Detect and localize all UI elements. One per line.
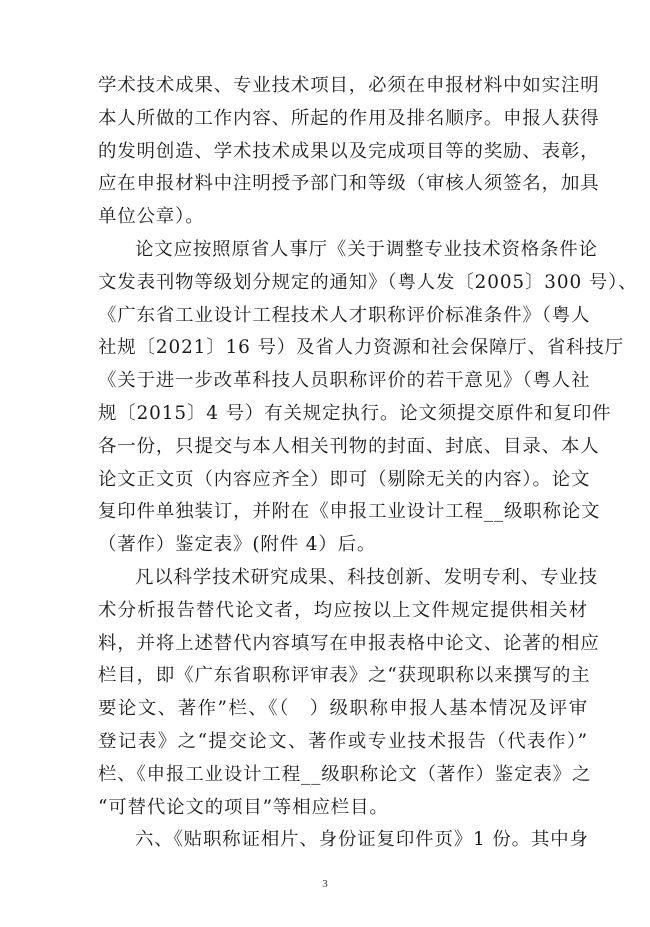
text-line: 本人所做的工作内容、所起的作用及排名顺序。申报人获得 <box>98 107 600 129</box>
text-line: 栏、《申报工业设计工程__级职称论文（著作）鉴定表》之 <box>98 763 592 785</box>
text-line: 学术技术成果、专业技术项目，必须在申报材料中如实注明 <box>98 75 600 96</box>
text-line: 《广东省工业设计工程技术人才职称评价标准条件》（粤人 <box>98 304 591 326</box>
text-line: 论文应按照原省人事厅《关于调整专业技术资格条件论 <box>135 238 598 260</box>
text-line: 六、《贴职称证相片、身份证复印件页》1 份。其中身 <box>135 829 589 851</box>
text-line: 要论文、著作”栏、《（ ）级职称申报人基本情况及评审 <box>98 698 588 720</box>
text-line: 复印件单独装订，并附在《申报工业设计工程__级职称论文 <box>98 501 601 523</box>
text-line: 规〔2015〕4 号）有关规定执行。论文须提交原件和复印件 <box>98 402 612 424</box>
text-line: 《关于进一步改革科技人员职称评价的若干意见》（粤人社 <box>98 370 591 392</box>
text-line: （著作）鉴定表》(附件 4）后。 <box>98 534 377 556</box>
text-line: 论文正文页（内容应齐全）即可（剔除无关的内容）。论文 <box>98 468 591 490</box>
text-line: 应在申报材料中注明授予部门和等级（审核人须签名，加具 <box>98 173 600 195</box>
text-line: 登记表》之“提交论文、著作或专业技术报告（代表作）” <box>98 730 588 752</box>
text-line: 凡以科学技术研究成果、科技创新、发明专利、专业技 <box>135 566 598 588</box>
text-line: “可替代论文的项目”等相应栏目。 <box>98 796 389 818</box>
text-line: 文发表刊物等级划分规定的通知》（粤人发〔2005〕300 号）、 <box>98 271 638 293</box>
text-line: 单位公章）。 <box>98 206 205 228</box>
text-line: 的发明创造、学术技术成果以及完成项目等的奖励、表彰， <box>98 140 600 162</box>
text-line: 各一份，只提交与本人相关刊物的封面、封底、目录、本人 <box>98 435 600 457</box>
body-text <box>98 70 638 857</box>
text-line: 料，并将上述替代内容填写在申报表格中论文、论著的相应 <box>98 632 600 654</box>
page-number: 3 <box>322 878 328 890</box>
text-line: 栏目，即《广东省职称评审表》之“获现职称以来撰写的主 <box>98 665 591 687</box>
text-line: 术分析报告替代论文者，均应按以上文件规定提供相关材 <box>98 599 588 621</box>
text-line: 社规〔2021〕16 号）及省人力资源和社会保障厅、省科技厅 <box>98 337 625 359</box>
